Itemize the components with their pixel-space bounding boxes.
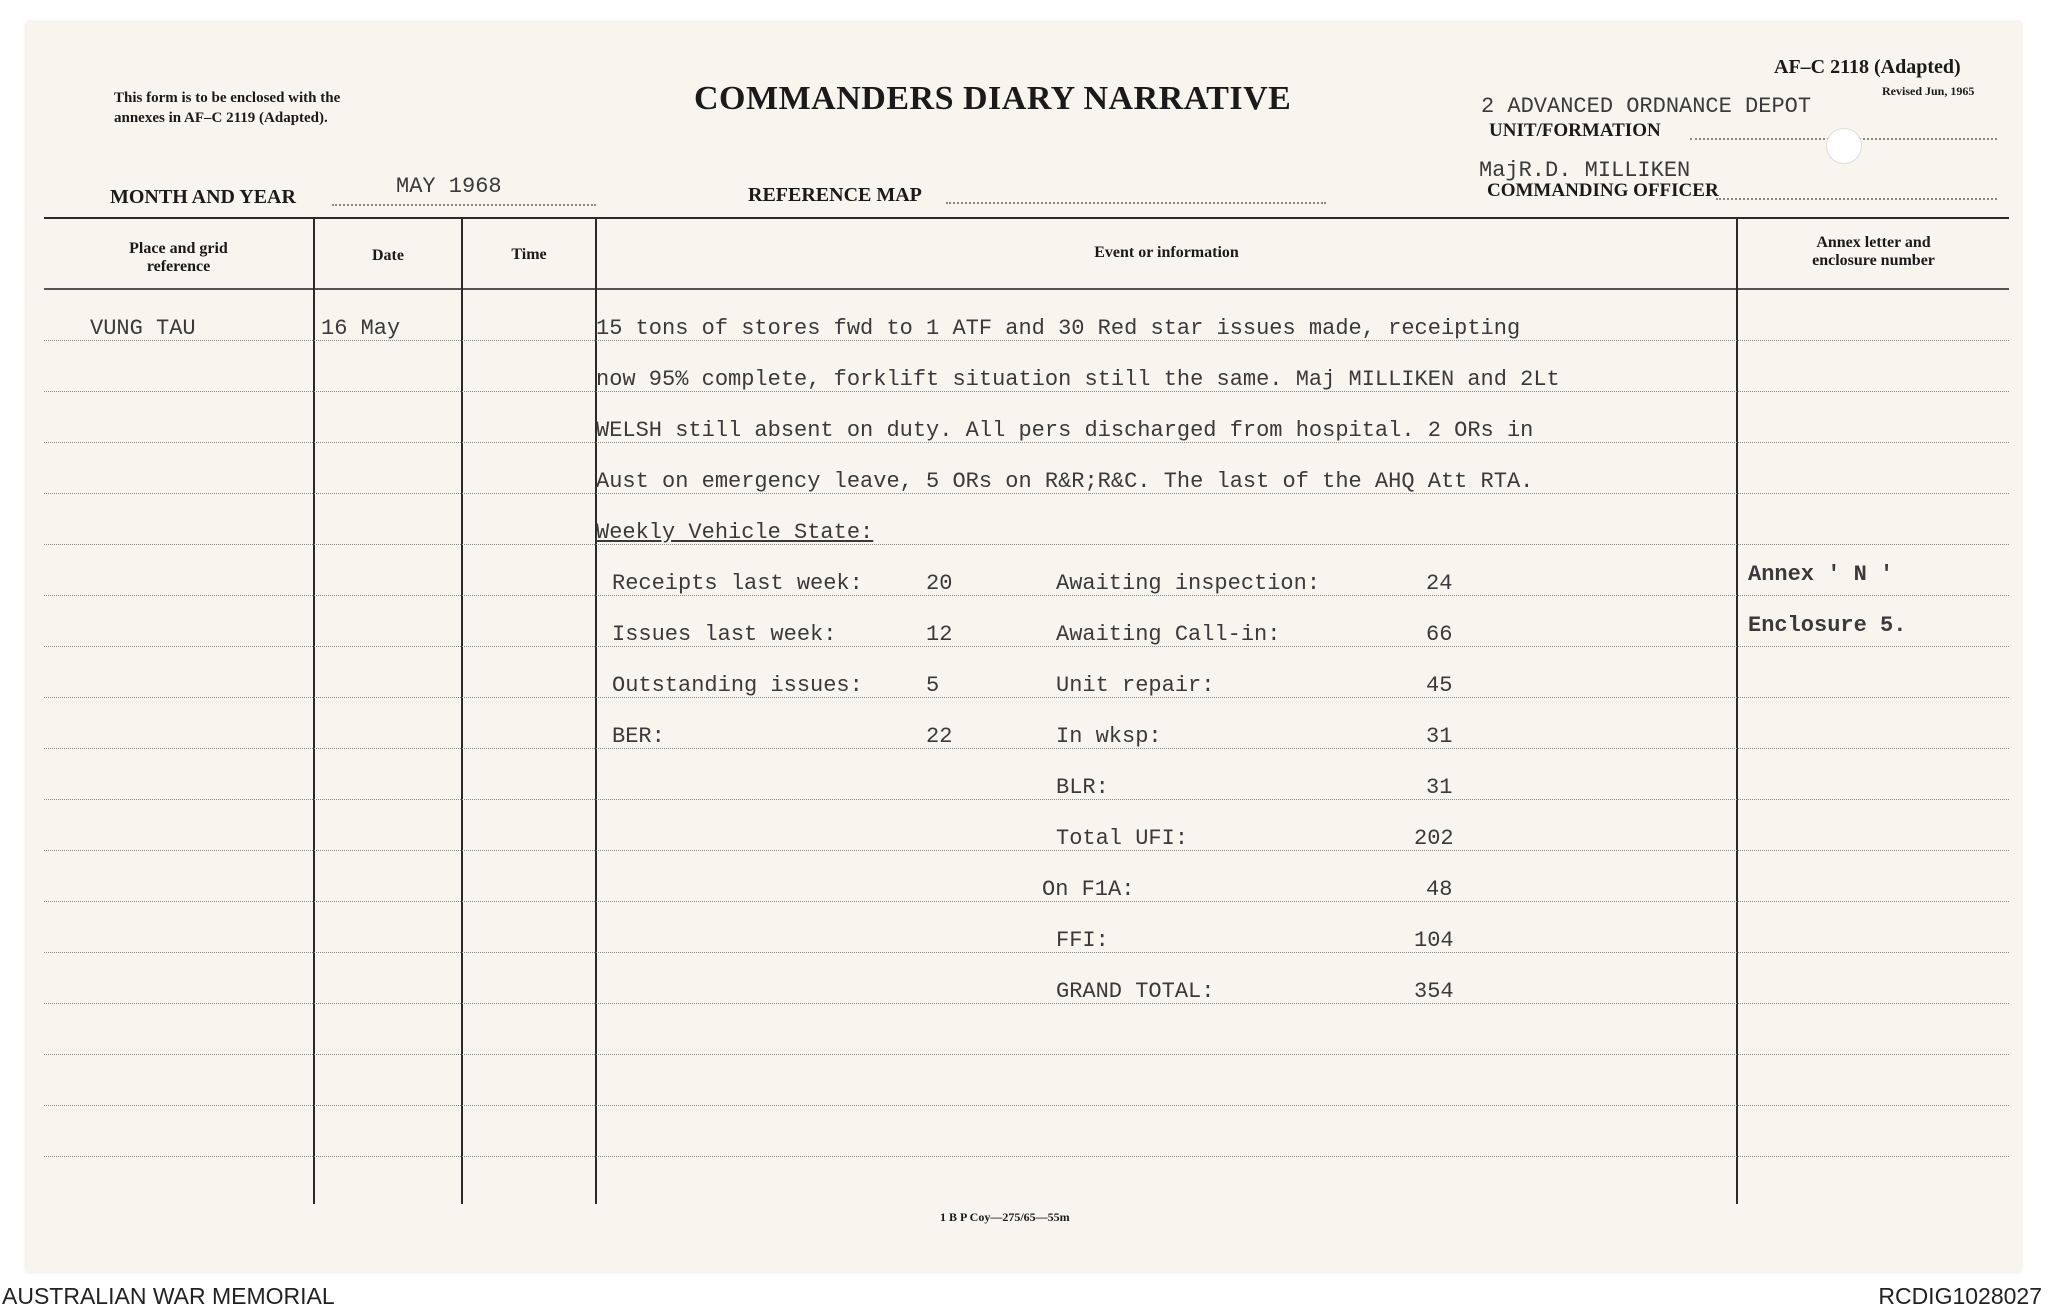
month-value: MAY 1968 (396, 174, 502, 199)
co-label: COMMANDING OFFICER (1487, 180, 1719, 201)
stat-label: BER: (612, 724, 665, 749)
stat-value: 24 (1426, 571, 1453, 596)
stat-value: 48 (1426, 877, 1453, 902)
form-code: AF–C 2118 (Adapted) (1774, 56, 1961, 78)
narrative-line: 15 tons of stores fwd to 1 ATF and 30 Red star issues made, receipting (596, 316, 1521, 341)
month-dotline (332, 204, 596, 206)
refmap-label: REFERENCE MAP (748, 184, 922, 206)
header-bottom-rule (44, 288, 2009, 290)
month-label: MONTH AND YEAR (110, 186, 296, 208)
weekly-vehicle-heading: Weekly Vehicle State: (596, 520, 874, 545)
narrative-line: Aust on emergency leave, 5 ORs on R&R;R&C. The last of the AHQ Att RTA. (596, 469, 1534, 494)
stat-label: BLR: (1056, 775, 1109, 800)
stat-value: 12 (926, 622, 953, 647)
footer-left: AUSTRALIAN WAR MEMORIAL (2, 1283, 335, 1309)
diary-form (26, 22, 2021, 1272)
punch-hole (1826, 128, 1862, 164)
col-divider-annex (1736, 219, 1738, 1204)
entry-date: 16 May (321, 316, 401, 341)
co-dotline (1716, 198, 1997, 200)
col-head-annex: Annex letter and enclosure number (1812, 234, 1935, 269)
stat-value: 45 (1426, 673, 1453, 698)
col-head-event: Event or information (1094, 244, 1239, 261)
enclosure-note: This form is to be enclosed with the annexes in AF–C 2119 (Adapted). (114, 90, 341, 126)
form-title: COMMANDERS DIARY NARRATIVE (694, 80, 1292, 117)
stat-label: Awaiting inspection: (1056, 571, 1321, 596)
stat-label: FFI: (1056, 928, 1109, 953)
stat-value: 66 (1426, 622, 1453, 647)
stat-label: Total UFI: (1056, 826, 1189, 851)
enclosure-number: Enclosure 5. (1748, 613, 1907, 638)
stat-value: 354 (1414, 979, 1454, 1004)
stat-value: 5 (926, 673, 940, 698)
co-value: MajR.D. MILLIKEN (1479, 158, 1691, 183)
stat-label: Awaiting Call-in: (1056, 622, 1281, 647)
printer-imprint: 1 B P Coy—275/65—55m (940, 1210, 1070, 1224)
stat-label: Issues last week: (612, 622, 837, 647)
col-divider-date (313, 219, 315, 1204)
stat-label: Receipts last week: (612, 571, 863, 596)
stat-label: GRAND TOTAL: (1056, 979, 1215, 1004)
col-head-time: Time (511, 246, 547, 263)
refmap-dotline (946, 202, 1326, 204)
stat-value: 31 (1426, 775, 1453, 800)
stat-value: 22 (926, 724, 953, 749)
unit-value: 2 ADVANCED ORDNANCE DEPOT (1481, 94, 1812, 119)
narrative-line: WELSH still absent on duty. All pers discharged from hospital. 2 ORs in (596, 418, 1534, 443)
col-head-place: Place and grid reference (129, 240, 228, 275)
annex-letter: Annex ' N ' (1748, 562, 1894, 587)
stat-label: Outstanding issues: (612, 673, 863, 698)
stat-value: 202 (1414, 826, 1454, 851)
stat-label: On F1A: (1042, 877, 1135, 902)
entry-place: VUNG TAU (90, 316, 196, 341)
stat-label: Unit repair: (1056, 673, 1215, 698)
narrative-line: now 95% complete, forklift situation still the same. Maj MILLIKEN and 2Lt (596, 367, 1560, 392)
footer-right: RCDIG1028027 (1878, 1283, 2042, 1309)
stat-value: 20 (926, 571, 953, 596)
unit-label: UNIT/FORMATION (1489, 120, 1661, 141)
col-head-date: Date (372, 247, 404, 264)
table-top-rule (44, 217, 2009, 219)
revised-date: Revised Jun, 1965 (1882, 84, 1975, 98)
col-divider-time (461, 219, 463, 1204)
stat-label: In wksp: (1056, 724, 1162, 749)
stat-value: 31 (1426, 724, 1453, 749)
stat-value: 104 (1414, 928, 1454, 953)
